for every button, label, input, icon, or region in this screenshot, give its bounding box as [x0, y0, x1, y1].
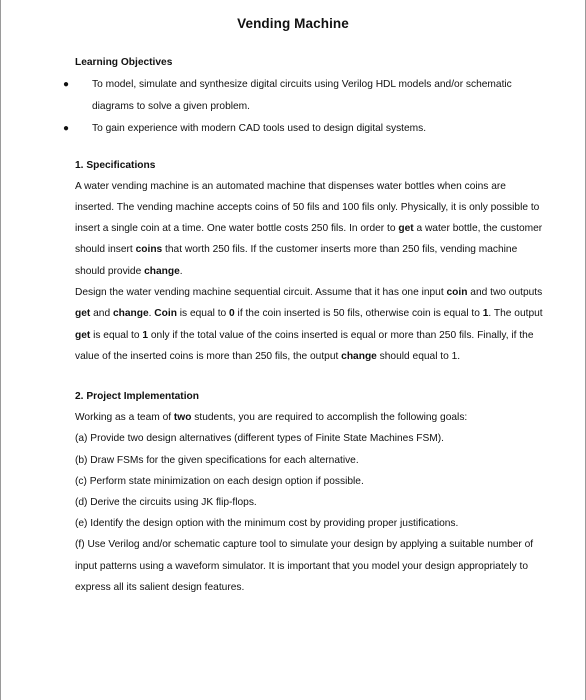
learning-objectives-heading: Learning Objectives	[75, 57, 173, 68]
goal-item: (b) Draw FSMs for the given specifications for each alternative.	[75, 454, 359, 466]
goal-item: (c) Perform state minimization on each design option if possible.	[75, 475, 364, 487]
bullet-icon: ●	[63, 123, 70, 134]
objective-text: To model, simulate and synthesize digital circuits using Verilog HDL models and/or schematic diagrams to solve a given problem.	[92, 79, 512, 112]
document-body	[63, 52, 545, 598]
objective-item	[63, 74, 545, 117]
goal-item: (a) Provide two design alternatives (different types of Finite State Machines FSM).	[75, 433, 444, 445]
learning-objectives-list	[63, 74, 545, 140]
implementation-intro: Working as a team of two students, you are required to accomplish the following goals:	[75, 412, 468, 424]
goal-item: (d) Derive the circuits using JK flip-flops.	[75, 497, 257, 509]
objective-item	[63, 118, 545, 140]
document-title: Vending Machine	[237, 16, 349, 31]
specifications-heading: 1. Specifications	[75, 159, 156, 171]
specifications-paragraph-2: Design the water vending machine sequential circuit. Assume that it has one input coin and two outputs get and change. Coin is equal to 0 if the coin inserted is 50 fils, otherwise coin is equal to 1. The output get is equal to 1 only if the total value of the coins inserted is equal or more than 250 fils. Finally, if the value of the inserted coins is more than 250 fils, the output change should equal to 1.	[75, 286, 543, 362]
goal-item: (f) Use Verilog and/or schematic capture tool to simulate your design by applying a suitable number of input patterns using a waveform simulator. It is important that you model your design appropriately to express all its salient design features.	[75, 539, 534, 593]
specifications-paragraph-1: A water vending machine is an automated machine that dispenses water bottles when coins are inserted. The vending machine accepts coins of 50 fils and 100 fils only. Physically, it is only possible to insert a single coin at a time. One water bottle costs 250 fils. In order to get a water bottle, the customer should insert coins that worth 250 fils. If the customer inserts more than 250 fils, vending machine should provide change.	[75, 180, 543, 277]
implementation-goals-list	[75, 428, 545, 598]
objective-text: To gain experience with modern CAD tools used to design digital systems.	[92, 123, 427, 134]
implementation-heading: 2. Project Implementation	[75, 391, 199, 403]
bullet-icon: ●	[63, 79, 70, 90]
goal-item: (e) Identify the design option with the minimum cost by providing proper justifications.	[75, 518, 459, 530]
